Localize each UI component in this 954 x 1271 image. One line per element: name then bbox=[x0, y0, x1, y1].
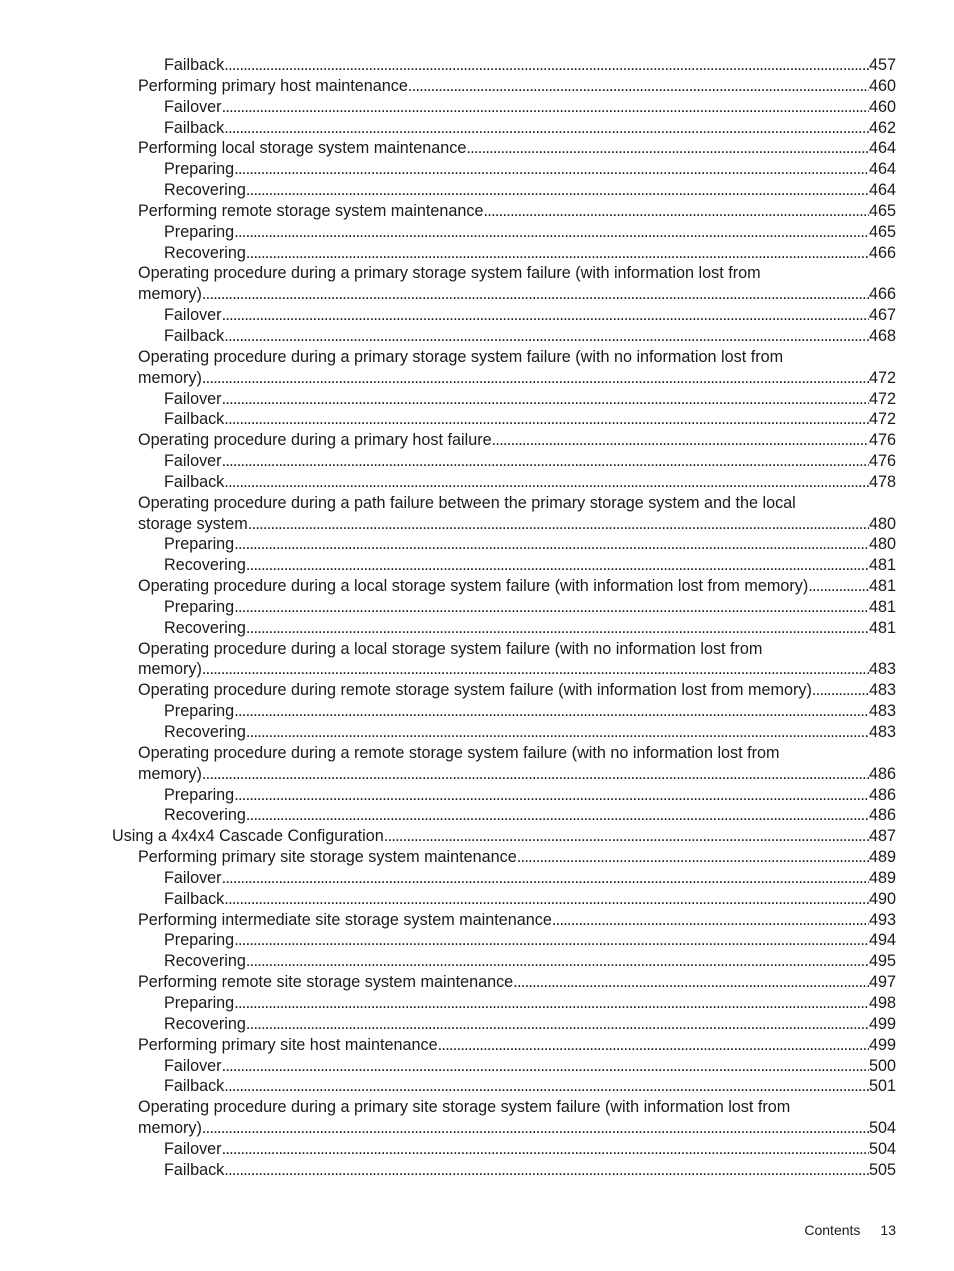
dot-leader bbox=[202, 764, 869, 785]
toc-entry[interactable] bbox=[138, 493, 954, 535]
toc-entry[interactable] bbox=[164, 1139, 954, 1160]
toc-entry-title: Recovering bbox=[164, 556, 246, 575]
toc-entry[interactable] bbox=[164, 555, 954, 576]
toc-entry[interactable] bbox=[164, 805, 954, 826]
toc-entry[interactable] bbox=[164, 1160, 954, 1181]
toc-entry-title: Failback bbox=[164, 1077, 225, 1096]
toc-entry-page: 483 bbox=[868, 723, 896, 741]
dot-leader bbox=[234, 701, 869, 722]
dot-leader bbox=[234, 159, 869, 180]
toc-entry-title-continued: memory) bbox=[138, 368, 202, 387]
dot-leader bbox=[202, 368, 869, 389]
toc-entry[interactable] bbox=[164, 993, 954, 1014]
toc-entry-page: 483 bbox=[868, 660, 896, 679]
toc-entry[interactable] bbox=[164, 409, 954, 430]
toc-entry-page: 457 bbox=[868, 56, 896, 74]
toc-entry[interactable] bbox=[164, 55, 954, 76]
footer-page-number: 13 bbox=[880, 1222, 896, 1238]
dot-leader bbox=[224, 889, 869, 910]
toc-entry-page: 466 bbox=[868, 243, 896, 262]
dot-leader bbox=[484, 201, 869, 222]
dot-leader bbox=[234, 930, 869, 951]
toc-entry-page: 480 bbox=[868, 514, 896, 533]
toc-entry-title: Operating procedure during a primary storage system failure (with information lost from bbox=[138, 264, 761, 283]
dot-leader bbox=[466, 138, 869, 159]
toc-entry[interactable] bbox=[164, 930, 954, 951]
toc-entry-title: Failback bbox=[164, 1160, 225, 1179]
toc-entry[interactable] bbox=[138, 972, 954, 993]
toc-entry-page: 497 bbox=[868, 973, 896, 992]
footer-section-label: Contents bbox=[804, 1222, 861, 1238]
toc-entry[interactable] bbox=[164, 951, 954, 972]
toc-entry-title: Operating procedure during a primary site storage system failure (with information lost from bbox=[138, 1098, 791, 1117]
toc-entry-title: Operating procedure during a path failure between the primary storage system and the local bbox=[138, 493, 796, 512]
toc-entry-page: 493 bbox=[868, 910, 896, 929]
toc-entry[interactable] bbox=[164, 389, 954, 410]
dot-leader bbox=[224, 409, 869, 430]
toc-entry-title: Performing local storage system maintenance bbox=[138, 139, 467, 158]
dot-leader bbox=[202, 1118, 869, 1139]
toc-entry-page: 465 bbox=[868, 222, 896, 241]
toc-entry-page: 481 bbox=[868, 597, 896, 616]
toc-entry[interactable] bbox=[164, 534, 954, 555]
toc-entry-title: Performing primary host maintenance bbox=[138, 76, 408, 95]
dot-leader bbox=[224, 1076, 869, 1097]
dot-leader bbox=[224, 472, 869, 493]
toc-entry-title: Failover bbox=[164, 868, 222, 887]
toc-entry-title: Operating procedure during a local storage system failure (with information lost from memory) bbox=[138, 577, 809, 596]
toc-entry[interactable] bbox=[138, 76, 954, 97]
toc-entry-title: Preparing bbox=[164, 993, 235, 1012]
dot-leader bbox=[246, 951, 869, 972]
table-of-contents bbox=[0, 55, 954, 1181]
dot-leader bbox=[222, 389, 869, 410]
toc-entry-title: Failover bbox=[164, 1056, 222, 1075]
dot-leader bbox=[224, 118, 869, 139]
toc-entry-page: 489 bbox=[868, 848, 896, 867]
dot-leader bbox=[438, 1035, 869, 1056]
toc-entry-page: 501 bbox=[868, 1077, 896, 1096]
toc-entry-page: 464 bbox=[868, 139, 896, 158]
toc-entry[interactable] bbox=[138, 1097, 954, 1139]
toc-entry-page: 462 bbox=[868, 118, 896, 137]
toc-entry-title: Failback bbox=[164, 56, 225, 74]
toc-entry-title: Performing remote site storage system maintenance bbox=[138, 973, 514, 992]
toc-entry-title: Failback bbox=[164, 410, 225, 429]
toc-entry-title: Recovering bbox=[164, 181, 246, 200]
toc-entry[interactable] bbox=[138, 138, 954, 159]
toc-entry-title: Failback bbox=[164, 472, 225, 491]
toc-entry[interactable] bbox=[164, 597, 954, 618]
toc-entry[interactable] bbox=[112, 826, 954, 847]
toc-entry-page: 472 bbox=[868, 389, 896, 408]
toc-entry-title: Operating procedure during remote storage system failure (with information lost from memory) bbox=[138, 681, 812, 700]
dot-leader bbox=[808, 576, 869, 597]
toc-entry[interactable] bbox=[138, 743, 954, 785]
toc-entry-title: Recovering bbox=[164, 952, 246, 971]
toc-entry-title: Using a 4x4x4 Cascade Configuration bbox=[112, 827, 384, 846]
dot-leader bbox=[224, 326, 869, 347]
toc-entry[interactable] bbox=[164, 305, 954, 326]
toc-entry-page: 499 bbox=[868, 1035, 896, 1054]
dot-leader bbox=[234, 785, 869, 806]
dot-leader bbox=[246, 1014, 869, 1035]
toc-entry-page: 460 bbox=[868, 97, 896, 116]
toc-entry-title: Operating procedure during a primary storage system failure (with no information lost from bbox=[138, 347, 784, 366]
toc-entry-title: Failover bbox=[164, 306, 222, 325]
toc-entry-page: 464 bbox=[868, 160, 896, 179]
toc-entry-page: 476 bbox=[868, 431, 896, 450]
toc-entry-page: 467 bbox=[868, 306, 896, 325]
toc-entry-title: Recovering bbox=[164, 243, 246, 262]
toc-entry[interactable] bbox=[164, 785, 954, 806]
toc-entry-title: Failback bbox=[164, 889, 225, 908]
toc-entry-page: 476 bbox=[868, 452, 896, 471]
toc-entry-title: Recovering bbox=[164, 723, 246, 741]
toc-entry[interactable] bbox=[164, 451, 954, 472]
toc-entry[interactable] bbox=[164, 326, 954, 347]
dot-leader bbox=[224, 1160, 869, 1181]
dot-leader bbox=[224, 55, 869, 76]
toc-entry-page: 504 bbox=[868, 1139, 896, 1158]
toc-entry-title: Failover bbox=[164, 452, 222, 471]
toc-entry-page: 472 bbox=[868, 410, 896, 429]
toc-entry-title: Preparing bbox=[164, 222, 235, 241]
toc-entry-page: 487 bbox=[868, 827, 896, 846]
toc-entry-title-continued: memory) bbox=[138, 285, 202, 304]
toc-entry[interactable] bbox=[164, 618, 954, 639]
toc-entry-page: 481 bbox=[868, 618, 896, 637]
toc-entry-page: 472 bbox=[868, 368, 896, 387]
toc-entry-title: Operating procedure during a local storage system failure (with no information lost from bbox=[138, 639, 763, 658]
dot-leader bbox=[222, 305, 869, 326]
toc-entry[interactable] bbox=[164, 868, 954, 889]
toc-entry-page: 494 bbox=[868, 931, 896, 950]
dot-leader bbox=[222, 868, 869, 889]
toc-entry-title-continued: storage system bbox=[138, 514, 248, 533]
toc-entry[interactable] bbox=[138, 680, 954, 701]
toc-entry[interactable] bbox=[164, 889, 954, 910]
dot-leader bbox=[222, 451, 869, 472]
toc-entry-title: Recovering bbox=[164, 618, 246, 637]
toc-entry[interactable] bbox=[164, 243, 954, 264]
toc-entry[interactable] bbox=[164, 159, 954, 180]
toc-entry-page: 466 bbox=[868, 285, 896, 304]
dot-leader bbox=[517, 847, 869, 868]
page-footer bbox=[0, 1222, 896, 1238]
toc-entry-title: Performing primary site storage system maintenance bbox=[138, 848, 517, 867]
toc-entry-title: Preparing bbox=[164, 785, 235, 804]
toc-entry-title: Recovering bbox=[164, 1014, 246, 1033]
dot-leader bbox=[202, 284, 869, 305]
toc-entry-title-continued: memory) bbox=[138, 660, 202, 679]
dot-leader bbox=[222, 97, 869, 118]
toc-entry[interactable] bbox=[164, 722, 954, 743]
toc-entry[interactable] bbox=[138, 639, 954, 681]
toc-entry[interactable] bbox=[138, 847, 954, 868]
toc-entry-page: 480 bbox=[868, 535, 896, 554]
toc-entry-page: 504 bbox=[868, 1119, 896, 1138]
toc-entry-page: 498 bbox=[868, 993, 896, 1012]
toc-entry-title: Failback bbox=[164, 118, 225, 137]
toc-entry[interactable] bbox=[138, 347, 954, 389]
toc-entry-title: Failover bbox=[164, 97, 222, 116]
toc-entry[interactable] bbox=[138, 1035, 954, 1056]
toc-entry-page: 486 bbox=[868, 806, 896, 825]
toc-entry-page: 486 bbox=[868, 764, 896, 783]
toc-entry-page: 468 bbox=[868, 326, 896, 345]
dot-leader bbox=[234, 597, 869, 618]
dot-leader bbox=[202, 659, 869, 680]
toc-entry-page: 505 bbox=[868, 1160, 896, 1179]
dot-leader bbox=[246, 243, 869, 264]
dot-leader bbox=[408, 76, 869, 97]
dot-leader bbox=[222, 1056, 869, 1077]
dot-leader bbox=[246, 555, 869, 576]
toc-entry[interactable] bbox=[164, 1056, 954, 1077]
toc-entry-page: 460 bbox=[868, 76, 896, 95]
toc-entry[interactable] bbox=[164, 472, 954, 493]
toc-entry[interactable] bbox=[138, 430, 954, 451]
toc-entry-title: Failback bbox=[164, 326, 225, 345]
toc-entry-title-continued: memory) bbox=[138, 764, 202, 783]
toc-entry[interactable] bbox=[138, 910, 954, 931]
dot-leader bbox=[246, 618, 869, 639]
toc-entry-title: Performing remote storage system maintenance bbox=[138, 201, 484, 220]
toc-entry[interactable] bbox=[138, 201, 954, 222]
toc-entry-page: 486 bbox=[868, 785, 896, 804]
toc-entry-title: Performing intermediate site storage system maintenance bbox=[138, 910, 552, 929]
toc-entry-page: 464 bbox=[868, 181, 896, 200]
toc-entry-title: Failover bbox=[164, 389, 222, 408]
toc-entry-title: Performing primary site host maintenance bbox=[138, 1035, 438, 1054]
toc-entry-title: Operating procedure during a primary host failure bbox=[138, 431, 492, 450]
toc-entry[interactable] bbox=[164, 701, 954, 722]
toc-entry[interactable] bbox=[164, 1014, 954, 1035]
dot-leader bbox=[812, 680, 869, 701]
dot-leader bbox=[246, 805, 869, 826]
toc-entry[interactable] bbox=[164, 222, 954, 243]
dot-leader bbox=[234, 534, 869, 555]
toc-entry-page: 465 bbox=[868, 201, 896, 220]
toc-entry-title-continued: memory) bbox=[138, 1119, 202, 1138]
toc-entry[interactable] bbox=[164, 97, 954, 118]
toc-entry-page: 483 bbox=[868, 702, 896, 721]
toc-entry[interactable] bbox=[138, 576, 954, 597]
toc-entry-title: Preparing bbox=[164, 535, 235, 554]
toc-entry-title: Preparing bbox=[164, 160, 235, 179]
toc-entry-title: Recovering bbox=[164, 806, 246, 825]
dot-leader bbox=[513, 972, 869, 993]
dot-leader bbox=[246, 722, 869, 743]
toc-entry-title: Failover bbox=[164, 1139, 222, 1158]
dot-leader bbox=[248, 514, 869, 535]
toc-entry[interactable] bbox=[164, 1076, 954, 1097]
toc-entry-page: 495 bbox=[868, 952, 896, 971]
toc-entry-page: 499 bbox=[868, 1014, 896, 1033]
dot-leader bbox=[552, 910, 869, 931]
toc-entry[interactable] bbox=[164, 180, 954, 201]
dot-leader bbox=[492, 430, 869, 451]
toc-entry[interactable] bbox=[164, 118, 954, 139]
toc-entry-title: Preparing bbox=[164, 931, 235, 950]
toc-entry[interactable] bbox=[138, 263, 954, 305]
toc-entry-page: 478 bbox=[868, 472, 896, 491]
toc-entry-title: Operating procedure during a remote storage system failure (with no information lost from bbox=[138, 743, 780, 762]
toc-entry-page: 489 bbox=[868, 868, 896, 887]
toc-entry-page: 481 bbox=[868, 556, 896, 575]
toc-entry-page: 500 bbox=[868, 1056, 896, 1075]
toc-entry-page: 483 bbox=[868, 681, 896, 700]
toc-entry-title: Preparing bbox=[164, 597, 235, 616]
dot-leader bbox=[234, 222, 869, 243]
dot-leader bbox=[246, 180, 869, 201]
toc-entry-title: Preparing bbox=[164, 702, 235, 721]
toc-entry-page: 481 bbox=[868, 577, 896, 596]
dot-leader bbox=[384, 826, 869, 847]
dot-leader bbox=[234, 993, 869, 1014]
toc-entry-page: 490 bbox=[868, 889, 896, 908]
dot-leader bbox=[222, 1139, 869, 1160]
